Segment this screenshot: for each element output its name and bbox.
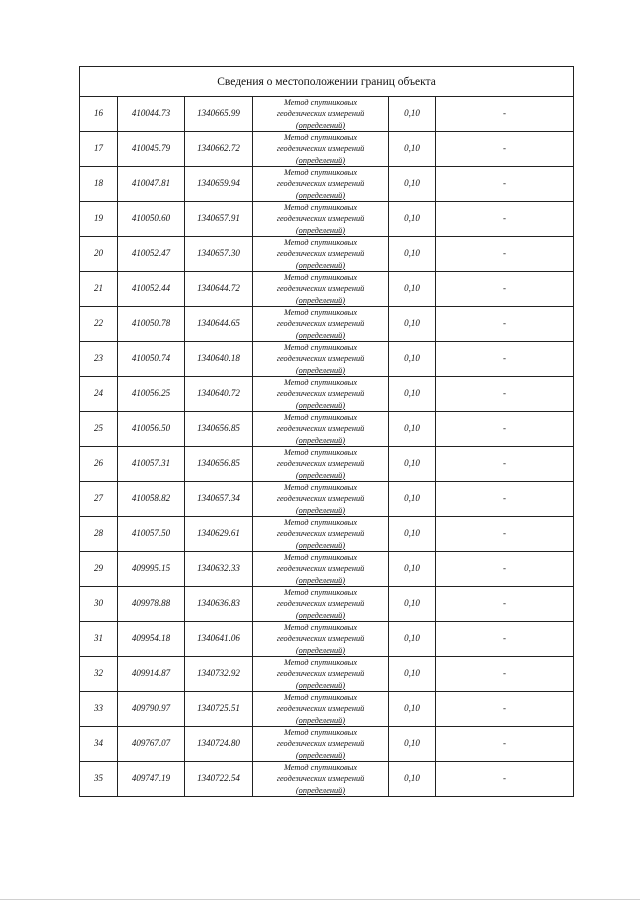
method-cell bbox=[253, 342, 389, 377]
point-number-cell: 29 bbox=[80, 552, 118, 587]
note-cell: - bbox=[436, 517, 574, 552]
table-row bbox=[80, 202, 574, 237]
note-cell: - bbox=[436, 132, 574, 167]
method-text-line1: Метод спутниковых bbox=[283, 413, 358, 423]
method-cell bbox=[253, 377, 389, 412]
accuracy-cell: 0,10 bbox=[389, 377, 436, 412]
accuracy-cell: 0,10 bbox=[389, 132, 436, 167]
method-text-line2: геодезических измерений bbox=[276, 424, 365, 434]
method-text-line2: геодезических измерений bbox=[276, 494, 365, 504]
method-text-line3: (определений) bbox=[295, 575, 346, 585]
method-text-line3: (определений) bbox=[295, 190, 346, 200]
y-coordinate-cell: 1340659.94 bbox=[185, 167, 253, 202]
method-text-line1: Метод спутниковых bbox=[283, 693, 358, 703]
method-cell bbox=[253, 622, 389, 657]
y-coordinate-cell: 1340656.85 bbox=[185, 447, 253, 482]
accuracy-cell: 0,10 bbox=[389, 622, 436, 657]
method-text-line2: геодезических измерений bbox=[276, 459, 365, 469]
table-row bbox=[80, 552, 574, 587]
table-row bbox=[80, 657, 574, 692]
coordinates-table bbox=[79, 66, 574, 797]
method-cell bbox=[253, 307, 389, 342]
method-cell bbox=[253, 727, 389, 762]
accuracy-cell: 0,10 bbox=[389, 237, 436, 272]
method-text-line3: (определений) bbox=[295, 470, 346, 480]
method-text-line1: Метод спутниковых bbox=[283, 448, 358, 458]
y-coordinate-cell: 1340629.61 bbox=[185, 517, 253, 552]
method-text-line2: геодезических измерений bbox=[276, 144, 365, 154]
method-cell bbox=[253, 132, 389, 167]
method-text-line1: Метод спутниковых bbox=[283, 308, 358, 318]
method-text-line1: Метод спутниковых bbox=[283, 518, 358, 528]
note-cell: - bbox=[436, 727, 574, 762]
table-row bbox=[80, 622, 574, 657]
page-bottom-rule bbox=[0, 899, 640, 900]
method-text-line2: геодезических измерений bbox=[276, 284, 365, 294]
boundary-coordinates-sheet bbox=[79, 66, 573, 797]
method-text-line3: (определений) bbox=[295, 120, 346, 130]
table-row bbox=[80, 342, 574, 377]
x-coordinate-cell: 409747.19 bbox=[118, 762, 185, 797]
point-number-cell: 19 bbox=[80, 202, 118, 237]
y-coordinate-cell: 1340644.72 bbox=[185, 272, 253, 307]
method-text-line1: Метод спутниковых bbox=[283, 483, 358, 493]
accuracy-cell: 0,10 bbox=[389, 412, 436, 447]
y-coordinate-cell: 1340657.34 bbox=[185, 482, 253, 517]
method-cell bbox=[253, 447, 389, 482]
table-row bbox=[80, 132, 574, 167]
table-row bbox=[80, 237, 574, 272]
method-cell bbox=[253, 482, 389, 517]
x-coordinate-cell: 410056.25 bbox=[118, 377, 185, 412]
note-cell: - bbox=[436, 377, 574, 412]
method-cell bbox=[253, 272, 389, 307]
method-text-line3: (определений) bbox=[295, 540, 346, 550]
y-coordinate-cell: 1340665.99 bbox=[185, 97, 253, 132]
method-text-line2: геодезических измерений bbox=[276, 739, 365, 749]
x-coordinate-cell: 410050.60 bbox=[118, 202, 185, 237]
y-coordinate-cell: 1340732.92 bbox=[185, 657, 253, 692]
method-text-line1: Метод спутниковых bbox=[283, 203, 358, 213]
x-coordinate-cell: 409790.97 bbox=[118, 692, 185, 727]
point-number-cell: 22 bbox=[80, 307, 118, 342]
point-number-cell: 26 bbox=[80, 447, 118, 482]
point-number-cell: 18 bbox=[80, 167, 118, 202]
x-coordinate-cell: 410047.81 bbox=[118, 167, 185, 202]
point-number-cell: 25 bbox=[80, 412, 118, 447]
y-coordinate-cell: 1340657.91 bbox=[185, 202, 253, 237]
point-number-cell: 30 bbox=[80, 587, 118, 622]
x-coordinate-cell: 410058.82 bbox=[118, 482, 185, 517]
method-text-line1: Метод спутниковых bbox=[283, 623, 358, 633]
method-text-line2: геодезических измерений bbox=[276, 634, 365, 644]
table-row bbox=[80, 762, 574, 797]
x-coordinate-cell: 409954.18 bbox=[118, 622, 185, 657]
x-coordinate-cell: 410050.78 bbox=[118, 307, 185, 342]
accuracy-cell: 0,10 bbox=[389, 202, 436, 237]
method-text-line3: (определений) bbox=[295, 225, 346, 235]
note-cell: - bbox=[436, 587, 574, 622]
note-cell: - bbox=[436, 622, 574, 657]
table-row bbox=[80, 167, 574, 202]
method-text-line1: Метод спутниковых bbox=[283, 343, 358, 353]
y-coordinate-cell: 1340644.65 bbox=[185, 307, 253, 342]
method-text-line1: Метод спутниковых bbox=[283, 658, 358, 668]
method-text-line2: геодезических измерений bbox=[276, 214, 365, 224]
point-number-cell: 17 bbox=[80, 132, 118, 167]
note-cell: - bbox=[436, 97, 574, 132]
note-cell: - bbox=[436, 412, 574, 447]
accuracy-cell: 0,10 bbox=[389, 587, 436, 622]
y-coordinate-cell: 1340640.72 bbox=[185, 377, 253, 412]
method-text-line3: (определений) bbox=[295, 260, 346, 270]
point-number-cell: 21 bbox=[80, 272, 118, 307]
point-number-cell: 32 bbox=[80, 657, 118, 692]
point-number-cell: 24 bbox=[80, 377, 118, 412]
method-text-line2: геодезических измерений bbox=[276, 599, 365, 609]
method-text-line2: геодезических измерений bbox=[276, 249, 365, 259]
point-number-cell: 31 bbox=[80, 622, 118, 657]
note-cell: - bbox=[436, 342, 574, 377]
note-cell: - bbox=[436, 202, 574, 237]
method-text-line2: геодезических измерений bbox=[276, 179, 365, 189]
y-coordinate-cell: 1340640.18 bbox=[185, 342, 253, 377]
x-coordinate-cell: 410052.47 bbox=[118, 237, 185, 272]
method-cell bbox=[253, 412, 389, 447]
note-cell: - bbox=[436, 272, 574, 307]
method-text-line2: геодезических измерений bbox=[276, 774, 365, 784]
y-coordinate-cell: 1340641.06 bbox=[185, 622, 253, 657]
coordinates-table-body bbox=[80, 67, 574, 797]
method-text-line1: Метод спутниковых bbox=[283, 728, 358, 738]
method-text-line3: (определений) bbox=[295, 400, 346, 410]
method-cell bbox=[253, 517, 389, 552]
accuracy-cell: 0,10 bbox=[389, 482, 436, 517]
note-cell: - bbox=[436, 552, 574, 587]
note-cell: - bbox=[436, 167, 574, 202]
method-cell bbox=[253, 692, 389, 727]
method-text-line2: геодезических измерений bbox=[276, 389, 365, 399]
method-cell bbox=[253, 202, 389, 237]
point-number-cell: 33 bbox=[80, 692, 118, 727]
accuracy-cell: 0,10 bbox=[389, 307, 436, 342]
method-text-line2: геодезических измерений bbox=[276, 669, 365, 679]
method-cell bbox=[253, 762, 389, 797]
method-text-line2: геодезических измерений bbox=[276, 109, 365, 119]
method-text-line3: (определений) bbox=[295, 155, 346, 165]
method-text-line1: Метод спутниковых bbox=[283, 378, 358, 388]
point-number-cell: 34 bbox=[80, 727, 118, 762]
method-text-line3: (определений) bbox=[295, 295, 346, 305]
x-coordinate-cell: 410052.44 bbox=[118, 272, 185, 307]
table-row bbox=[80, 517, 574, 552]
y-coordinate-cell: 1340657.30 bbox=[185, 237, 253, 272]
point-number-cell: 23 bbox=[80, 342, 118, 377]
method-text-line1: Метод спутниковых bbox=[283, 98, 358, 108]
x-coordinate-cell: 409995.15 bbox=[118, 552, 185, 587]
method-text-line1: Метод спутниковых bbox=[283, 133, 358, 143]
method-text-line2: геодезических измерений bbox=[276, 354, 365, 364]
table-row bbox=[80, 97, 574, 132]
method-text-line2: геодезических измерений bbox=[276, 564, 365, 574]
x-coordinate-cell: 410044.73 bbox=[118, 97, 185, 132]
note-cell: - bbox=[436, 762, 574, 797]
accuracy-cell: 0,10 bbox=[389, 447, 436, 482]
method-cell bbox=[253, 657, 389, 692]
method-cell bbox=[253, 167, 389, 202]
x-coordinate-cell: 409767.07 bbox=[118, 727, 185, 762]
note-cell: - bbox=[436, 657, 574, 692]
method-text-line2: геодезических измерений bbox=[276, 529, 365, 539]
x-coordinate-cell: 410056.50 bbox=[118, 412, 185, 447]
x-coordinate-cell: 410057.50 bbox=[118, 517, 185, 552]
accuracy-cell: 0,10 bbox=[389, 727, 436, 762]
method-text-line3: (определений) bbox=[295, 505, 346, 515]
accuracy-cell: 0,10 bbox=[389, 552, 436, 587]
table-header-row bbox=[80, 67, 574, 97]
table-row bbox=[80, 447, 574, 482]
table-row bbox=[80, 272, 574, 307]
y-coordinate-cell: 1340632.33 bbox=[185, 552, 253, 587]
table-row bbox=[80, 587, 574, 622]
note-cell: - bbox=[436, 237, 574, 272]
method-text-line3: (определений) bbox=[295, 330, 346, 340]
table-header-title: Сведения о местоположении границ объекта bbox=[80, 67, 574, 97]
method-text-line3: (определений) bbox=[295, 435, 346, 445]
table-row bbox=[80, 727, 574, 762]
note-cell: - bbox=[436, 307, 574, 342]
table-row bbox=[80, 307, 574, 342]
accuracy-cell: 0,10 bbox=[389, 517, 436, 552]
method-text-line3: (определений) bbox=[295, 785, 346, 795]
method-text-line3: (определений) bbox=[295, 750, 346, 760]
point-number-cell: 20 bbox=[80, 237, 118, 272]
table-row bbox=[80, 692, 574, 727]
method-text-line1: Метод спутниковых bbox=[283, 763, 358, 773]
accuracy-cell: 0,10 bbox=[389, 167, 436, 202]
method-cell bbox=[253, 237, 389, 272]
y-coordinate-cell: 1340722.54 bbox=[185, 762, 253, 797]
note-cell: - bbox=[436, 692, 574, 727]
x-coordinate-cell: 410050.74 bbox=[118, 342, 185, 377]
y-coordinate-cell: 1340656.85 bbox=[185, 412, 253, 447]
y-coordinate-cell: 1340725.51 bbox=[185, 692, 253, 727]
point-number-cell: 28 bbox=[80, 517, 118, 552]
method-text-line1: Метод спутниковых bbox=[283, 273, 358, 283]
y-coordinate-cell: 1340724.80 bbox=[185, 727, 253, 762]
point-number-cell: 27 bbox=[80, 482, 118, 517]
table-row bbox=[80, 482, 574, 517]
method-text-line3: (определений) bbox=[295, 645, 346, 655]
accuracy-cell: 0,10 bbox=[389, 657, 436, 692]
method-text-line1: Метод спутниковых bbox=[283, 553, 358, 563]
y-coordinate-cell: 1340662.72 bbox=[185, 132, 253, 167]
table-row bbox=[80, 377, 574, 412]
y-coordinate-cell: 1340636.83 bbox=[185, 587, 253, 622]
method-text-line3: (определений) bbox=[295, 680, 346, 690]
x-coordinate-cell: 409978.88 bbox=[118, 587, 185, 622]
point-number-cell: 35 bbox=[80, 762, 118, 797]
method-text-line3: (определений) bbox=[295, 365, 346, 375]
accuracy-cell: 0,10 bbox=[389, 97, 436, 132]
method-cell bbox=[253, 97, 389, 132]
method-text-line3: (определений) bbox=[295, 715, 346, 725]
accuracy-cell: 0,10 bbox=[389, 762, 436, 797]
point-number-cell: 16 bbox=[80, 97, 118, 132]
method-text-line1: Метод спутниковых bbox=[283, 168, 358, 178]
method-text-line2: геодезических измерений bbox=[276, 704, 365, 714]
method-text-line3: (определений) bbox=[295, 610, 346, 620]
method-text-line2: геодезических измерений bbox=[276, 319, 365, 329]
x-coordinate-cell: 410045.79 bbox=[118, 132, 185, 167]
method-text-line1: Метод спутниковых bbox=[283, 588, 358, 598]
accuracy-cell: 0,10 bbox=[389, 342, 436, 377]
note-cell: - bbox=[436, 482, 574, 517]
accuracy-cell: 0,10 bbox=[389, 272, 436, 307]
note-cell: - bbox=[436, 447, 574, 482]
x-coordinate-cell: 410057.31 bbox=[118, 447, 185, 482]
x-coordinate-cell: 409914.87 bbox=[118, 657, 185, 692]
method-cell bbox=[253, 587, 389, 622]
method-text-line1: Метод спутниковых bbox=[283, 238, 358, 248]
table-row bbox=[80, 412, 574, 447]
method-cell bbox=[253, 552, 389, 587]
accuracy-cell: 0,10 bbox=[389, 692, 436, 727]
